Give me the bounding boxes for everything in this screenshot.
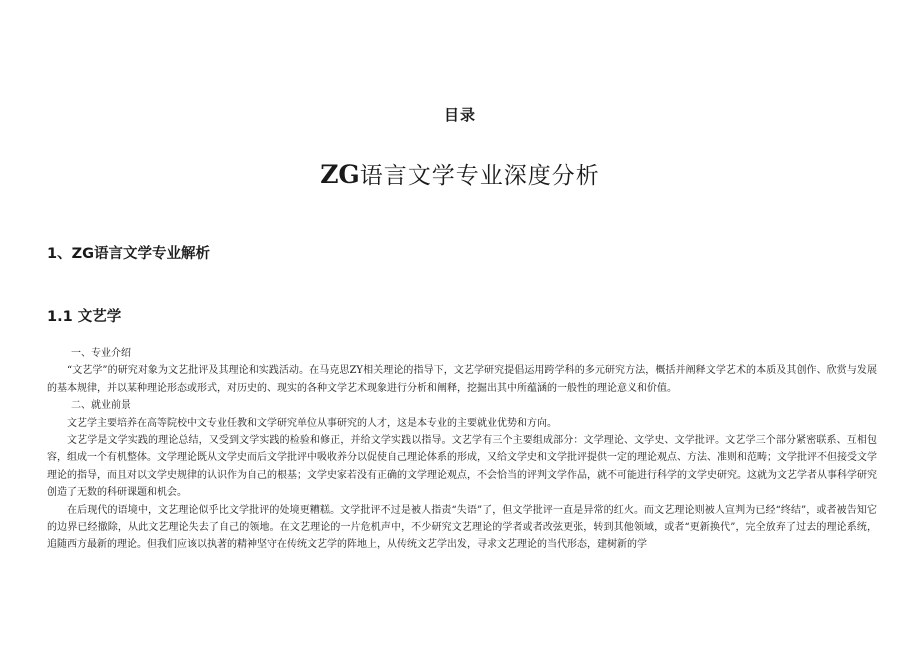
paragraph-prospects: 文艺学主要培养在高等院校中文专业任教和文学研究单位从事研究的人才，这是本专业的主要就业优势和方向。 [67, 417, 557, 429]
document-title [0, 157, 920, 190]
paragraph-postmodern: 在后现代的语境中，文艺理论似乎比文学批评的处境更糟糕。文学批评不过是被人指责“失语”了，但文学批评一直是异常的红火。而文艺理论则被人宣判为已经“终结”，或者被告知它的边界已经撤除，从此文艺理论失去了自己的领地。在文艺理论的一片危机声中，不少研究文艺理论的学者或者改弦更张，转到其他领域，或者“更新换代”，完全放弃了过去的理论系统，追随西方最新的理论。但我们应该以执著的精神坚守在传统文艺学的阵地上，从传统文艺学出发，寻求文艺理论的当代形态，建树新的学 [47, 504, 877, 551]
document-title-latin: ZG [320, 160, 360, 189]
document-title-text: 语言文学专业深度分析 [359, 163, 600, 189]
subsection-label-prospects: 二、就业前景 [71, 400, 131, 412]
toc-heading: 目录 [443, 106, 476, 124]
section-body [47, 345, 877, 554]
paragraph-components: 文艺学是文学实践的理论总结，又受到文学实践的检验和修正，并给文学实践以指导。文艺学有三个主要组成部分：文学理论、文学史、文学批评。文艺学三个部分紧密联系、互相包容，组成一个有机整体。文学理论既从文学史而后文学批评中吸收养分以促使自己理论体系的形成，又给文学史和文学批评提供一定的理论观点、方法、准则和范畴；文学批评不但接受文学理论的指导，而且对以文学史规律的认识作为自己的根基；文学史家若没有正确的文学理论观点，不会恰当的评判文学作品，就不可能进行科学的文学史研究。这就为文艺学者从事科学研究创造了无数的科研课题和机会。 [47, 435, 877, 499]
section-1-heading: 1、ZG语言文学专业解析 [47, 246, 211, 262]
paragraph-intro: “文艺学”的研究对象为文艺批评及其理论和实践活动。在马克思ZY相关理论的指导下，文艺学研究提倡运用跨学科的多元研究方法，概括并阐释文学艺术的本质及其创作、欣赏与发展的基本规律，并以某种理论形态或形式，对历史的、现实的各种文学艺术现象进行分析和阐释，挖掘出其中所蕴涵的一般性的理论意义和价值。 [47, 365, 877, 394]
subsection-label-intro: 一、专业介绍 [71, 348, 131, 359]
section-1-1-heading: 1.1 文艺学 [47, 309, 122, 325]
